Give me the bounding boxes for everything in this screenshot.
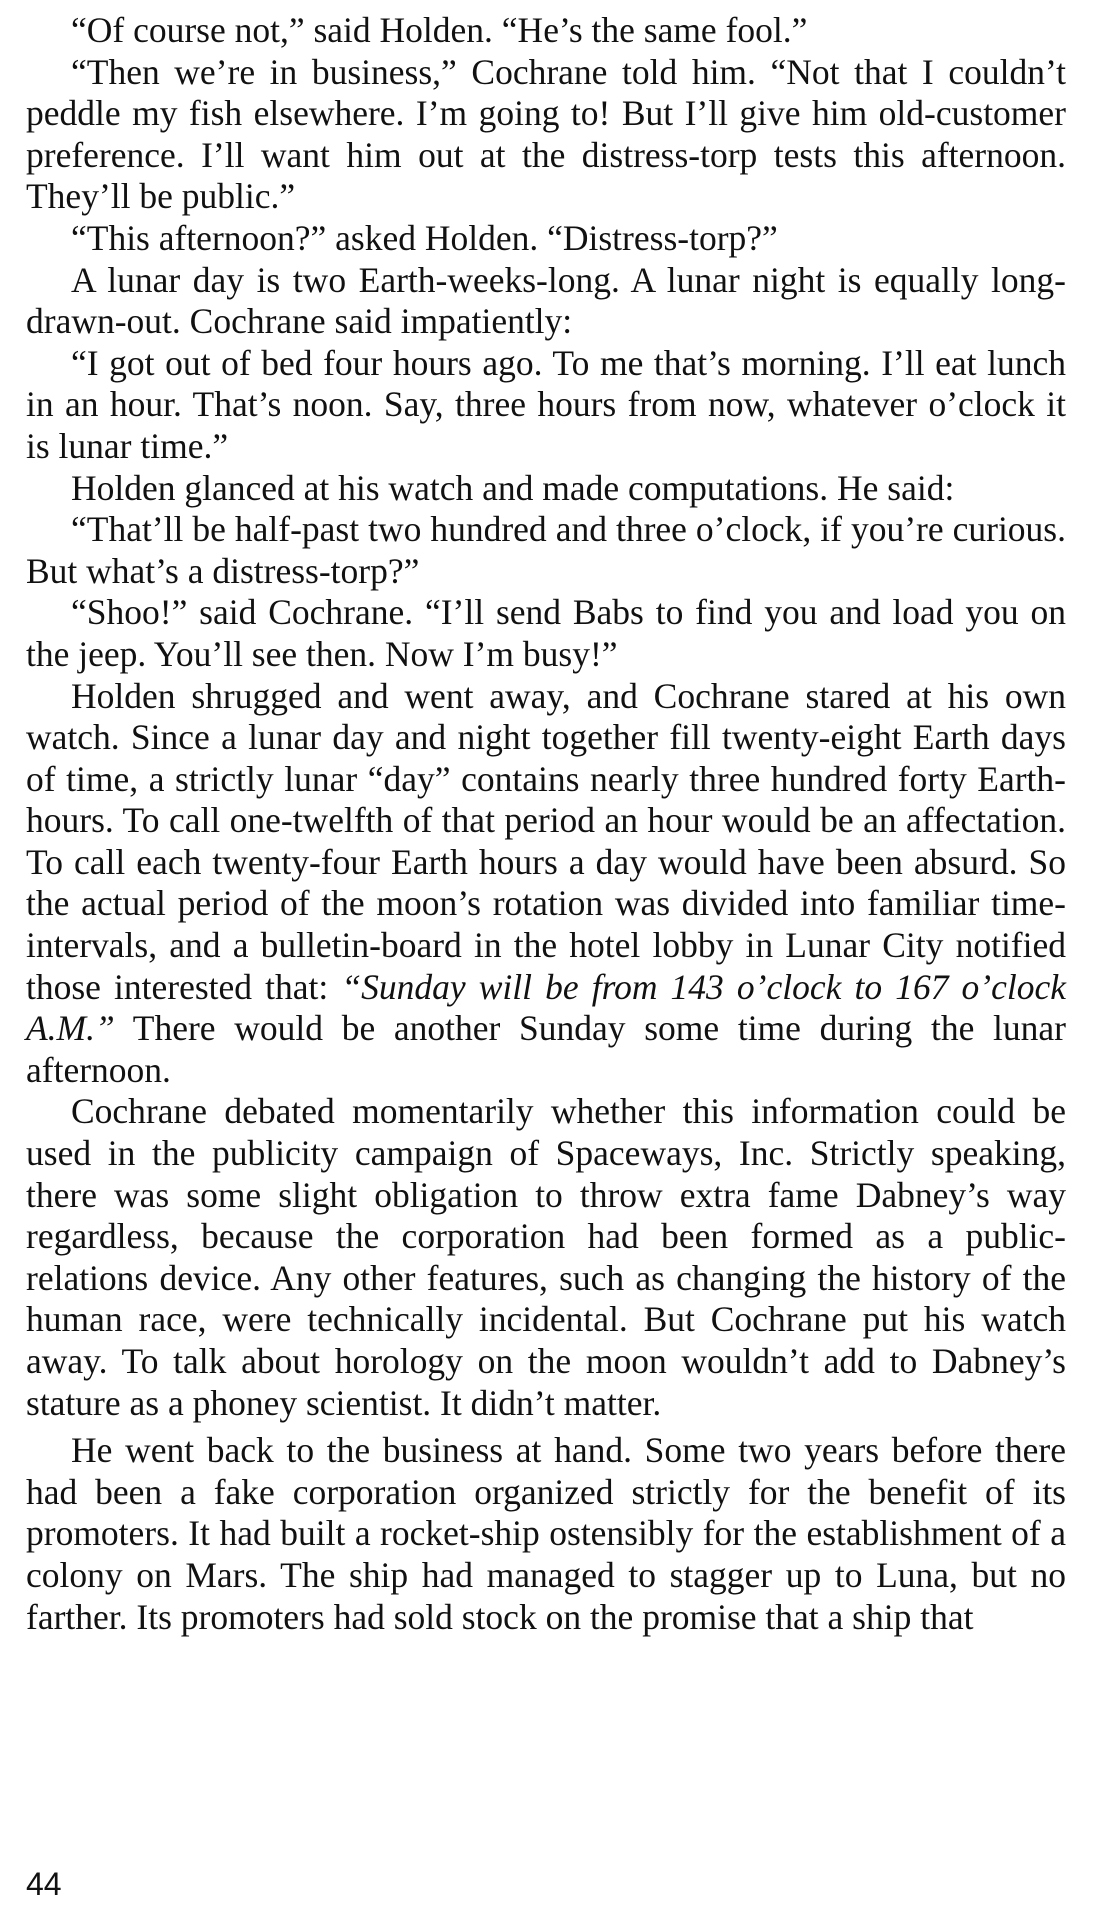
page-number: 44 (26, 1866, 62, 1902)
paragraph-9-tail: There would be another Sunday some time during the lunar afternoon. (26, 1008, 1066, 1090)
paragraph-2: “Then we’re in business,” Cochrane told him. “Not that I couldn’t peddle my fish elsewhere. I’m going to! But I’ll give him old-customer preference. I’ll want him out at the distress-torp tests this afternoon. They’ll be public.” (26, 51, 1066, 217)
paragraph-11: He went back to the business at hand. Some two years before there had been a fake corporation organized strictly for the benefit of its promoters. It had built a rocket-ship ostensibly for the establishment of a colony on Mars. The ship had managed to stagger up to Luna, but no farther. Its promoters had sold stock on the promise that a ship that (26, 1430, 1066, 1637)
paragraph-9-text: Holden shrugged and went away, and Cochrane stared at his own watch. Since a lunar day and night together fill twenty-eight Earth days of time, a strictly lunar “day” contains nearly three hundred forty Earth-hours. To call one-twelfth of that period an hour would be an affectation. To call each twenty-four Earth hours a day would have been absurd. So the actual period of the moon’s rotation was divided into familiar time-intervals, and a bulletin-board in the hotel lobby in Lunar City notified those interested that: (26, 675, 1066, 1007)
paragraph-6: Holden glanced at his watch and made computations. He said: (71, 467, 955, 508)
paragraph-3: “This afternoon?” asked Holden. “Distress-torp?” (71, 217, 778, 258)
paragraph-10: Cochrane debated momentarily whether this information could be used in the publicity campaign of Spaceways, Inc. Strictly speaking, there was some slight obligation to throw extra fame Dabney’s way regardless, because the corporation had been formed as a public-relations device. Any other features, such as changing the history of the human race, were technically incidental. But Cochrane put his watch away. To talk about horology on the moon wouldn’t add to Dabney’s stature as a phoney scientist. It didn’t matter. (26, 1091, 1066, 1423)
paragraph-5: “I got out of bed four hours ago. To me that’s morning. I’ll eat lunch in an hour. That’s noon. Say, three hours from now, whatever o’clock it is lunar time.” (26, 342, 1066, 466)
paragraph-8: “Shoo!” said Cochrane. “I’ll send Babs to find you and load you on the jeep. You’ll see then. Now I’m busy!” (26, 592, 1066, 674)
book-page (26, 10, 1066, 1900)
paragraph-4: A lunar day is two Earth-weeks-long. A lunar night is equally long-drawn-out. Cochrane said impatiently: (26, 259, 1066, 342)
bulletin-quote: “Sunday will be from 143 o’clock to 167 o’clock A.M.” (26, 966, 1067, 1049)
paragraph-9 (26, 676, 1066, 1092)
paragraph-7: “That’ll be half-past two hundred and three o’clock, if you’re curious. But what’s a distress-torp?” (26, 509, 1066, 591)
paragraph-1: “Of course not,” said Holden. “He’s the same fool.” (71, 10, 808, 50)
